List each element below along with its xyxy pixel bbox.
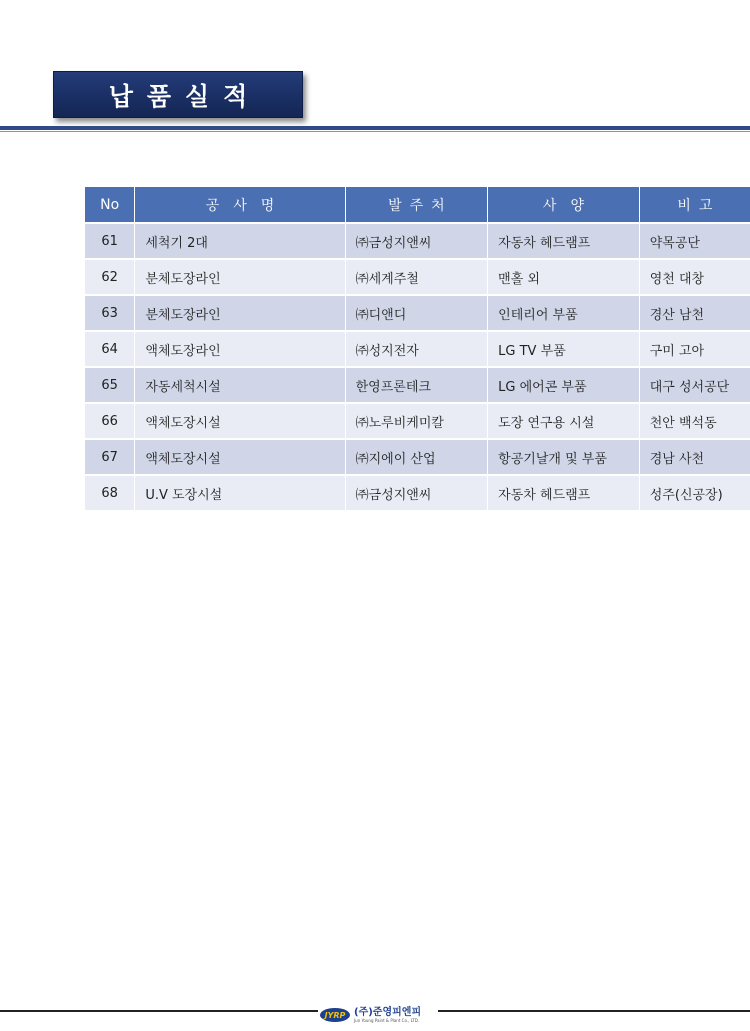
cell-note: 경남 사천: [640, 440, 750, 476]
company-name: (주)준영피엔피: [354, 1006, 422, 1018]
cell-client: ㈜지에이 산업: [346, 440, 489, 476]
cell-spec: 자동차 헤드램프: [488, 476, 640, 512]
cell-client: ㈜금성지앤씨: [346, 224, 489, 260]
header-divider-thin: [0, 131, 750, 132]
header-project: 공사명: [135, 187, 345, 224]
cell-spec: 도장 연구용 시설: [488, 404, 640, 440]
table-row: [85, 260, 750, 296]
table-row: [85, 368, 750, 404]
cell-project: 분체도장라인: [135, 260, 345, 296]
cell-no: 65: [85, 368, 135, 404]
delivery-record-table: [85, 187, 750, 512]
table-row: [85, 440, 750, 476]
cell-client: ㈜성지전자: [346, 332, 489, 368]
cell-project: 액체도장시설: [135, 440, 345, 476]
header-divider: [0, 126, 750, 130]
cell-note: 천안 백석동: [640, 404, 750, 440]
cell-spec: 인테리어 부품: [488, 296, 640, 332]
table-row: [85, 404, 750, 440]
cell-no: 61: [85, 224, 135, 260]
cell-no: 67: [85, 440, 135, 476]
company-logo: [318, 1004, 438, 1026]
table-row: [85, 224, 750, 260]
cell-project: 분체도장라인: [135, 296, 345, 332]
cell-client: ㈜노루비케미칼: [346, 404, 489, 440]
cell-spec: 자동차 헤드램프: [488, 224, 640, 260]
cell-client: ㈜디앤디: [346, 296, 489, 332]
logo-mark: JYRP: [320, 1008, 350, 1022]
cell-no: 63: [85, 296, 135, 332]
cell-spec: 맨홀 외: [488, 260, 640, 296]
page-title: 납품실적: [108, 81, 262, 111]
cell-note: 대구 성서공단: [640, 368, 750, 404]
header-client: 발주처: [346, 187, 489, 224]
table-row: [85, 332, 750, 368]
cell-no: 62: [85, 260, 135, 296]
table-row: [85, 476, 750, 512]
cell-project: 액체도장시설: [135, 404, 345, 440]
cell-spec: LG TV 부품: [488, 332, 640, 368]
company-name-english: Jun Young Paint & Plant Co., LTD.: [354, 1017, 420, 1023]
cell-client: ㈜금성지앤씨: [346, 476, 489, 512]
cell-project: 자동세척시설: [135, 368, 345, 404]
header-note: 비고: [640, 187, 750, 224]
cell-project: 세척기 2대: [135, 224, 345, 260]
cell-project: U.V 도장시설: [135, 476, 345, 512]
cell-note: 경산 남천: [640, 296, 750, 332]
cell-no: 64: [85, 332, 135, 368]
cell-note: 약목공단: [640, 224, 750, 260]
cell-note: 구미 고아: [640, 332, 750, 368]
header-no: No: [85, 187, 135, 224]
cell-spec: 항공기날개 및 부품: [488, 440, 640, 476]
table-header-row: [85, 187, 750, 224]
cell-no: 68: [85, 476, 135, 512]
page-title-banner: [53, 71, 303, 118]
cell-project: 액체도장라인: [135, 332, 345, 368]
cell-client: ㈜세계주철: [346, 260, 489, 296]
cell-note: 성주(신공장): [640, 476, 750, 512]
cell-spec: LG 에어콘 부품: [488, 368, 640, 404]
header-spec: 사양: [488, 187, 640, 224]
cell-no: 66: [85, 404, 135, 440]
cell-client: 한영프론테크: [346, 368, 489, 404]
table-row: [85, 296, 750, 332]
cell-note: 영천 대창: [640, 260, 750, 296]
